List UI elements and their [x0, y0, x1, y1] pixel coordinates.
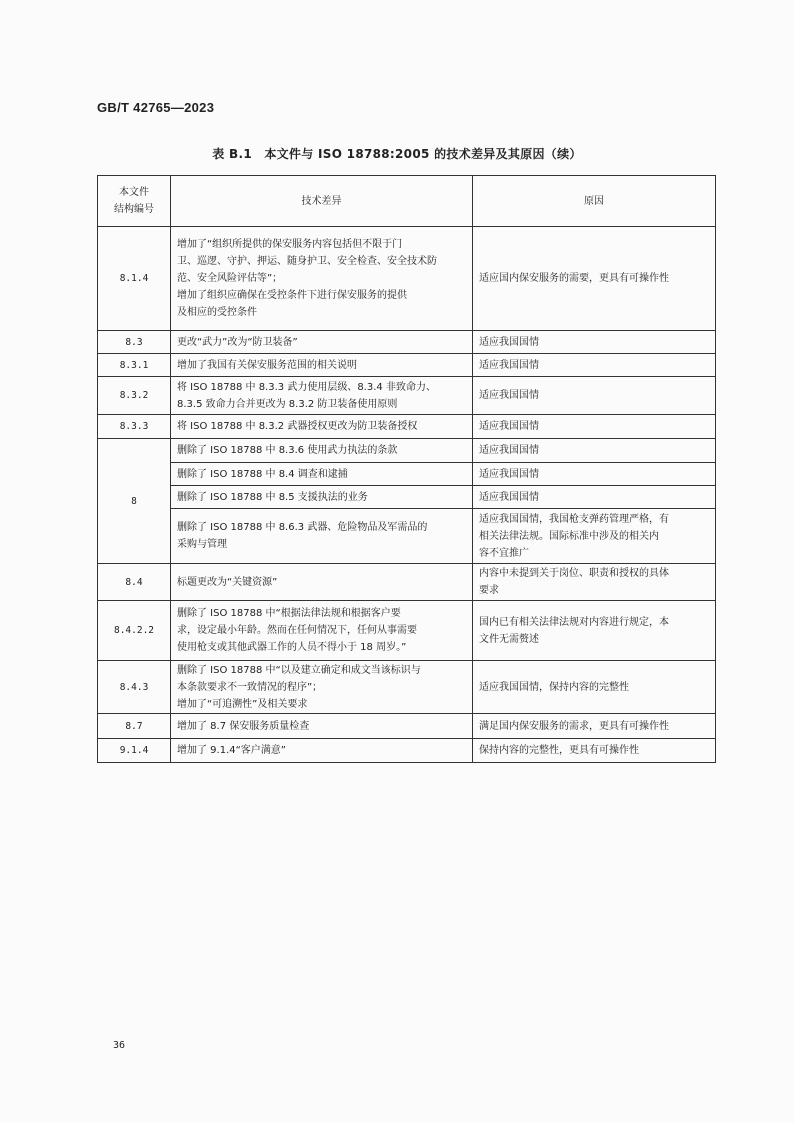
row-code-cell: 8.3.3: [98, 415, 171, 439]
row-diff-cell: [171, 377, 473, 415]
diff-text-line: 更改“武力”改为“防卫装备”: [177, 336, 298, 348]
diff-text-line: 采购与管理: [177, 539, 227, 550]
diff-text-line: 删除了 ISO 18788 中 8.5 支援执法的业务: [177, 491, 368, 503]
table-title: 表 B.1 本文件与 ISO 18788:2005 的技术差异及其原因（续）: [212, 147, 582, 161]
diff-text-line: 将 ISO 18788 中 8.3.3 武力使用层级、8.3.4 非致命力、: [177, 381, 436, 393]
table-row: [98, 415, 716, 439]
page-number: 36: [113, 1040, 126, 1051]
reason-text-line: 适应我国国情: [479, 336, 539, 348]
diff-text-line: 8.3.5 致命力合并更改为 8.3.2 防卫装备使用原则: [177, 398, 398, 410]
diff-text-line: 及相应的受控条件: [177, 307, 257, 318]
diff-text-line: 增加了“组织所提供的保安服务内容包括但不限于门: [177, 239, 403, 250]
diff-text-line: 增加了 8.7 保安服务质量检查: [177, 720, 310, 732]
table-row: [98, 227, 716, 331]
row-reason-cell: [473, 714, 716, 739]
row-code-cell: 8.1.4: [98, 227, 171, 331]
row-reason-cell: [473, 486, 716, 509]
row-diff-cell: [171, 714, 473, 739]
reason-text-line: 适应我国国情: [479, 445, 539, 456]
reason-text-line: 适应我国国情，保持内容的完整性: [479, 681, 629, 693]
row-code-cell: 8: [98, 439, 171, 564]
column-header-code-line: 结构编号: [114, 204, 154, 215]
standard-code: GB/T 42765—2023: [97, 100, 215, 115]
diff-text-line: 删除了 ISO 18788 中 8.6.3 武器、危险物品及军需品的: [177, 522, 428, 533]
row-diff-cell: [171, 439, 473, 463]
table-header-row: [98, 176, 716, 227]
row-diff-cell: [171, 463, 473, 486]
reason-text-line: 适应我国国情: [479, 359, 539, 371]
reason-text-line: 容不宜推广: [479, 547, 529, 559]
row-diff-cell: [171, 354, 473, 377]
diff-text-line: 删除了 ISO 18788 中 8.4 调查和逮捕: [177, 468, 348, 480]
row-code-cell: 9.1.4: [98, 739, 171, 763]
reason-text-line: 文件无需赘述: [479, 633, 539, 645]
diff-text-line: 删除了 ISO 18788 中 8.3.6 使用武力执法的条款: [177, 445, 398, 456]
row-reason-cell: [473, 227, 716, 331]
row-diff-cell: [171, 331, 473, 354]
row-code-cell: 8.3.2: [98, 377, 171, 415]
differences-table: [97, 175, 716, 763]
reason-text-line: 满足国内保安服务的需求，更具有可操作性: [479, 720, 669, 732]
table-row: [98, 509, 716, 564]
row-reason-cell: [473, 463, 716, 486]
row-reason-cell: [473, 739, 716, 763]
row-code-cell: 8.3.1: [98, 354, 171, 377]
row-diff-cell: [171, 415, 473, 439]
row-diff-cell: [171, 227, 473, 331]
column-header-code-line: 本文件: [119, 187, 149, 198]
diff-text-line: 卫、巡逻、守护、押运、随身护卫、安全检查、安全技术防: [177, 256, 437, 267]
reason-text-line: 国内已有相关法律法规对内容进行规定，本: [479, 616, 669, 628]
table-row: [98, 354, 716, 377]
row-diff-cell: [171, 486, 473, 509]
diff-text-line: 使用枪支或其他武器工作的人员不得小于 18 周岁。”: [177, 642, 407, 653]
reason-text-line: 相关法律法规。国际标准中涉及的相关内: [479, 530, 659, 542]
row-code-cell: 8.4.2.2: [98, 601, 171, 661]
table-row: [98, 564, 716, 601]
row-reason-cell: [473, 377, 716, 415]
row-reason-cell: [473, 564, 716, 601]
reason-text-line: 要求: [479, 585, 499, 596]
row-reason-cell: [473, 661, 716, 714]
row-diff-cell: [171, 509, 473, 564]
row-diff-cell: [171, 601, 473, 661]
row-diff-cell: [171, 661, 473, 714]
table-row: [98, 331, 716, 354]
table-body: [98, 227, 716, 763]
row-diff-cell: [171, 739, 473, 763]
diff-text-line: 增加了我国有关保安服务范围的相关说明: [177, 359, 357, 371]
row-reason-cell: [473, 601, 716, 661]
diff-text-line: 增加了组织应确保在受控条件下进行保安服务的提供: [177, 290, 407, 301]
table-row: [98, 439, 716, 463]
row-diff-cell: [171, 564, 473, 601]
reason-text-line: 适应我国国情，我国枪支弹药管理严格，有: [479, 513, 669, 525]
diff-text-line: 本条款要求不一致情况的程序”；: [177, 681, 323, 693]
reason-text-line: 适应我国国情: [479, 421, 539, 432]
column-header-code: [98, 176, 171, 227]
diff-text-line: 范、安全风险评估等”；: [177, 273, 283, 284]
row-reason-cell: [473, 354, 716, 377]
table-row: [98, 463, 716, 486]
row-reason-cell: [473, 415, 716, 439]
row-reason-cell: [473, 509, 716, 564]
table-row: [98, 739, 716, 763]
row-code-cell: 8.3: [98, 331, 171, 354]
reason-text-line: 适应我国国情: [479, 390, 539, 401]
reason-text-line: 适应我国国情: [479, 468, 539, 480]
diff-text-line: 将 ISO 18788 中 8.3.2 武器授权更改为防卫装备授权: [177, 421, 418, 432]
row-code-cell: 8.4.3: [98, 661, 171, 714]
reason-text-line: 内容中未提到关于岗位、职责和授权的具体: [479, 568, 669, 579]
table-row: [98, 601, 716, 661]
diff-text-line: 求，设定最小年龄。然而在任何情况下，任何从事需要: [177, 625, 417, 636]
column-header-diff: 技术差异: [171, 176, 473, 227]
diff-text-line: 删除了 ISO 18788 中“根据法律法规和根据客户要: [177, 608, 401, 619]
row-reason-cell: [473, 439, 716, 463]
reason-text-line: 适应国内保安服务的需要，更具有可操作性: [479, 273, 669, 284]
table-row: [98, 714, 716, 739]
table-row: [98, 661, 716, 714]
diff-text-line: 增加了 9.1.4“客户满意”: [177, 745, 286, 756]
row-code-cell: 8.7: [98, 714, 171, 739]
row-code-cell: 8.4: [98, 564, 171, 601]
column-header-reason: 原因: [473, 176, 716, 227]
table-row: [98, 377, 716, 415]
reason-text-line: 适应我国国情: [479, 491, 539, 503]
row-reason-cell: [473, 331, 716, 354]
reason-text-line: 保持内容的完整性，更具有可操作性: [479, 745, 639, 756]
table-row: [98, 486, 716, 509]
diff-text-line: 删除了 ISO 18788 中“以及建立确定和成文当该标识与: [177, 664, 421, 676]
diff-text-line: 标题更改为“关键资源”: [177, 576, 278, 588]
diff-text-line: 增加了“可追溯性”及相关要求: [177, 698, 308, 710]
